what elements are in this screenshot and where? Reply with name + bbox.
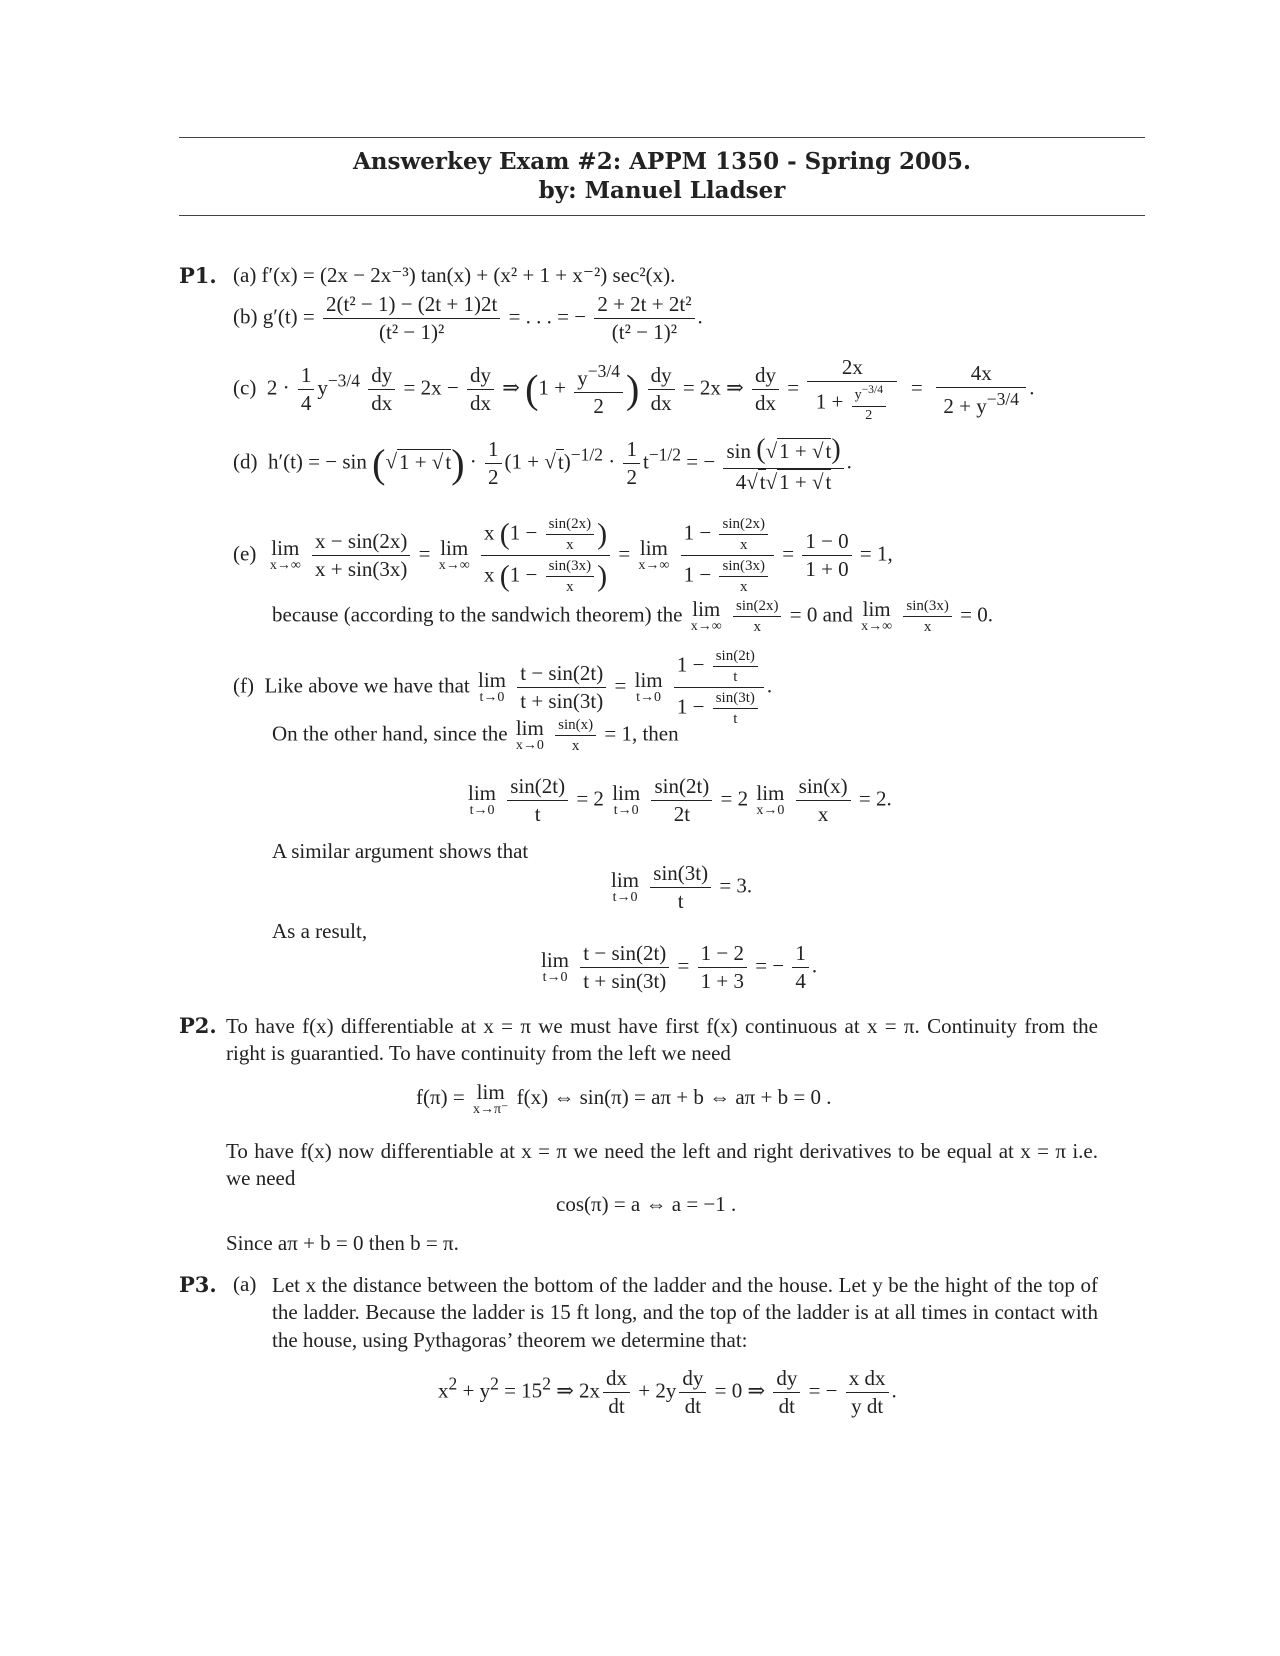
p1b-den1: (t² − 1)² xyxy=(379,320,445,345)
p1e-because-line: because (according to the sandwich theorem) the lim x→∞ $\frac{\sin(2x)}{x}$ = 0 and lim x→∞ $\frac{\sin(3x)}{x}$ = 0. xyxy=(272,597,993,635)
p1f-text: Like above we have that xyxy=(264,673,470,698)
p1f-eq-sin3t: lim t→0 $\frac{\sin(3t)}{t}$ = 3. xyxy=(611,861,753,914)
p1f-label: (f) xyxy=(233,673,254,698)
bottom-rule xyxy=(179,215,1145,216)
p1-part-f: (f) Like above we have that lim t→0 $\frac{t - \sin(2t)}{t + \sin(3t)}$ = lim t→0 1 − $\frac{\sin(2t)}{t}$ 1 − $\frac{\sin(3t)}{t}$ . xyxy=(233,648,773,727)
p2-text-3: Since aπ + b = 0 then b = π. xyxy=(226,1231,459,1255)
p1f-then: = 1, then xyxy=(604,721,679,746)
p2-eq-derivative: cos(π) = a ⇔ a = −1 . xyxy=(556,1192,737,1216)
p1e-because: because (according to the sandwich theorem) the xyxy=(272,602,683,627)
p1f-other: On the other hand, since the xyxy=(272,721,508,746)
p1b-num1: 2(t² − 1) − (2t + 1)2t xyxy=(323,292,500,319)
p2-eq-continuity: f(π) = lim x→π⁻ f(x) ⇔ sin(π) = aπ + b ⇔ aπ + b = 0 . xyxy=(416,1080,832,1118)
p2-text-2: To have f(x) now differentiable at x = π we need the left and right derivatives to be equal at x = π i.e. we need xyxy=(226,1139,1098,1191)
p1e-label: (e) xyxy=(233,541,257,566)
problem-1-label: P1. xyxy=(179,263,217,288)
problem-2-label: P2. xyxy=(179,1013,217,1038)
author-line: by: Manuel Lladser xyxy=(538,177,786,204)
p1b-num2: 2 + 2t + 2t² xyxy=(594,292,694,319)
p1b-den2: (t² − 1)² xyxy=(611,320,678,345)
p1-part-d: (d) h′(t) = − sin (√1 + √t) · $\frac{1}{2}$ $(1 + √t)^{-1/2}$ · $\frac{1}{2}$ $t^{-1/2}$ = − $\frac{\sin (√1 + √t)}{4√t√1 + √t}$ . xyxy=(233,434,852,494)
p1b-prefix: (b) g′(t) = xyxy=(233,304,315,329)
top-rule xyxy=(179,137,1145,138)
p3-eq-pythagoras: $x^2 + y^2 = 15^2$ ⇒ 2x $\frac{dx}{dt}$ + 2y $\frac{dy}{dt}$ = 0 ⇒ $\frac{dy}{dt}$ = − $\frac{\text{x dx}}{\text{y dt}}$ . xyxy=(438,1366,897,1419)
p1-part-b: (b) g′(t) = $\frac{\text{2(t² − 1) − (2t + 1)2t}}{\text{(t² − 1)²}}$ = . . . = − $\frac{\text{2 + 2t + 2t²}}{\text{(t² − 1)²}}$ . xyxy=(233,292,703,345)
p3-part-a-text: Let x the distance between the bottom of the ladder and the house. Let y be the hight of the top of the ladder. Because the ladder is 15 ft long, and the top of the ladder is at all times in contact with the house, using Pythagoras’ theorem we determine that: xyxy=(272,1273,1098,1352)
p2-eq1-rest: f(x) ⇔ sin(π) = aπ + b ⇔ aπ + b = 0 . xyxy=(516,1085,832,1110)
p1-part-c: (c) 2 · $\frac{1}{4}$ $y^{-3/4}$ $\frac{dy}{dx}$ = 2x − $\frac{dy}{dx}$ ⇒ (1 + $\frac{y^{-3/4}}{2}$ ) $\frac{dy}{dx}$ = 2x ⇒ $\frac{dy}{dx}$ = 2x 1 + $\frac{y^{-3/4}}{2}$ = $\frac{4x}{2 + y^{-3/4}}$ . xyxy=(233,355,1035,423)
p1f-result: As a result, xyxy=(272,919,368,943)
p3-part-a-label: (a) xyxy=(233,1272,257,1296)
problem-3-label: P3. xyxy=(179,1272,217,1297)
p1f-eq-sin2t: lim t→0 $\frac{\sin(2t)}{t}$ = 2 lim t→0 $\frac{\sin(2t)}{2t}$ = 2 lim x→0 $\frac{\sin(x)}{x}$ = 2. xyxy=(468,774,892,827)
p1f-eq-final: lim t→0 $\frac{t - \sin(2t)}{t + \sin(3t)}$ = $\frac{1 - 2}{1 + 3}$ = − $\frac{1}{4}$ . xyxy=(541,941,818,994)
p1-part-a: (a) f′(x) = (2x − 2x⁻³) tan(x) + (x² + 1 + x⁻²) sec²(x). xyxy=(233,263,676,287)
p1c-label: (c) xyxy=(233,375,257,400)
p1-part-e: (e) lim x→∞ $\frac{x - \sin(2x)}{x + \sin(3x)}$ = lim x→∞ x (1 − $\frac{\sin(2x)}{x}$ ) x (1 − $\frac{\sin(3x)}{x}$ ) = lim x→∞ 1 − $\frac{\sin(2x)}{x}$ 1 − $\frac{\sin(3x)}{x}$ = $\frac{1 - 0}{1 + 0}$ = 1, xyxy=(233,516,893,595)
p2-text-1: To have f(x) differentiable at x = π we must have first f(x) continuous at x = π. Continuity from the right is guarantied. To have continuity from the left we need xyxy=(226,1014,1098,1066)
p1d-label: (d) xyxy=(233,449,258,474)
p1f-similar: A similar argument shows that xyxy=(272,839,529,863)
p1f-other-line: On the other hand, since the lim x→0 $\frac{\sin(x)}{x}$ = 1, then xyxy=(272,716,679,754)
page-title: Answerkey Exam #2: APPM 1350 - Spring 2005. xyxy=(352,148,972,175)
p1b-mid: = . . . = − xyxy=(508,304,587,329)
